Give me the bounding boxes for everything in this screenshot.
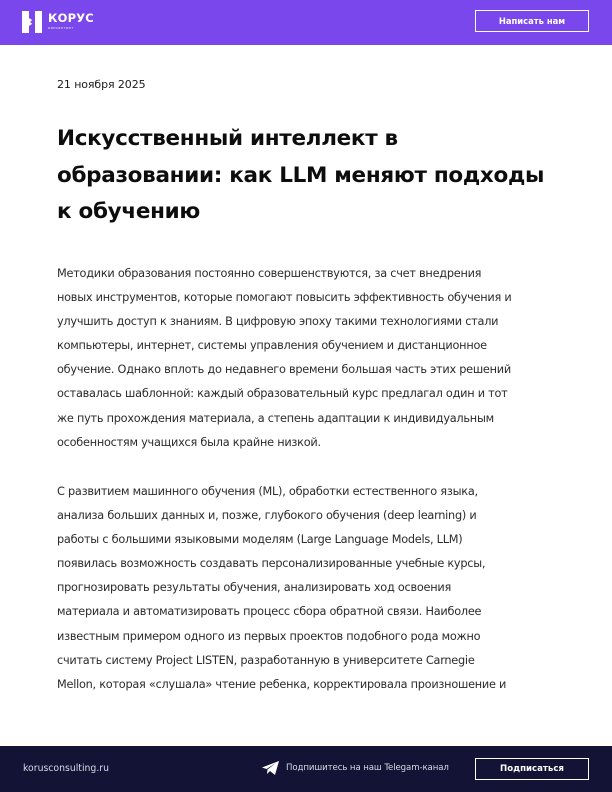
paragraph-line: появилась возможность создавать персонализированные учебные курсы, (57, 557, 486, 571)
site-footer (0, 746, 612, 792)
paragraph-line: анализа больших данных и, позже, глубокого обучения (deep learning) и (57, 509, 477, 523)
paragraph-line: оставалась шаблонной: каждый образовательный курс предлагал один и тот (57, 387, 508, 401)
paragraph-line: новых инструментов, которые помогают повысить эффективность обучения и (57, 291, 512, 305)
subscribe-button[interactable]: Подписаться (475, 758, 589, 780)
logo-wordmark: КОРУС (48, 11, 94, 26)
article-paragraph-1 (57, 262, 557, 455)
paragraph-line: материала и автоматизировать процесс сбора обратной связи. Наиболее (57, 605, 482, 619)
paragraph-line: считать систему Project LISTEN, разработанную в университете Carnegie (57, 653, 475, 667)
title-line: образовании: как LLM меняют подходы (57, 162, 545, 188)
logo-subtitle: консалтинг (48, 25, 74, 30)
contact-us-button[interactable]: Написать нам (475, 10, 589, 32)
paragraph-line: компьютеры, интернет, системы управления обучением и дистанционное (57, 339, 487, 353)
title-line: к обучению (57, 199, 201, 224)
title-line: Искусственный интеллект в (57, 126, 398, 151)
article-title (57, 121, 567, 231)
korus-logo-icon (22, 11, 44, 33)
paragraph-line: известным примером одного из первых проектов подобного рода можно (57, 629, 481, 643)
article-paragraph-2 (57, 480, 557, 697)
korus-logo[interactable] (22, 11, 94, 33)
paragraph-line: особенностям учащихся была крайне низкой. (57, 435, 321, 449)
telegram-promo[interactable] (262, 761, 449, 775)
paragraph-line: С развитием машинного обучения (ML), обработки естественного языка, (57, 485, 478, 498)
telegram-icon (262, 761, 279, 775)
telegram-text: Подпишитесь на наш Telegam-канал (286, 763, 449, 773)
paragraph-line: Методики образования постоянно совершенствуются, за счет внедрения (57, 267, 482, 280)
website-link[interactable]: korusconsulting.ru (23, 763, 110, 774)
site-header (0, 0, 612, 45)
paragraph-line: обучение. Однако вплоть до недавнего времени большая часть этих решений (57, 363, 511, 377)
article-date: 21 ноября 2025 (57, 78, 146, 91)
paragraph-line: улучшить доступ к знаниям. В цифровую эпоху такими технологиями стали (57, 315, 499, 329)
paragraph-line: работы с большими языковыми моделям (Large Language Models, LLM) (57, 533, 463, 547)
paragraph-line: прогнозировать результаты обучения, анализировать ход освоения (57, 581, 452, 595)
paragraph-line: Mellon, которая «слушала» чтение ребенка, корректировала произношение и (57, 677, 507, 691)
paragraph-line: же путь прохождения материала, а степень адаптации к индивидуальным (57, 411, 494, 425)
